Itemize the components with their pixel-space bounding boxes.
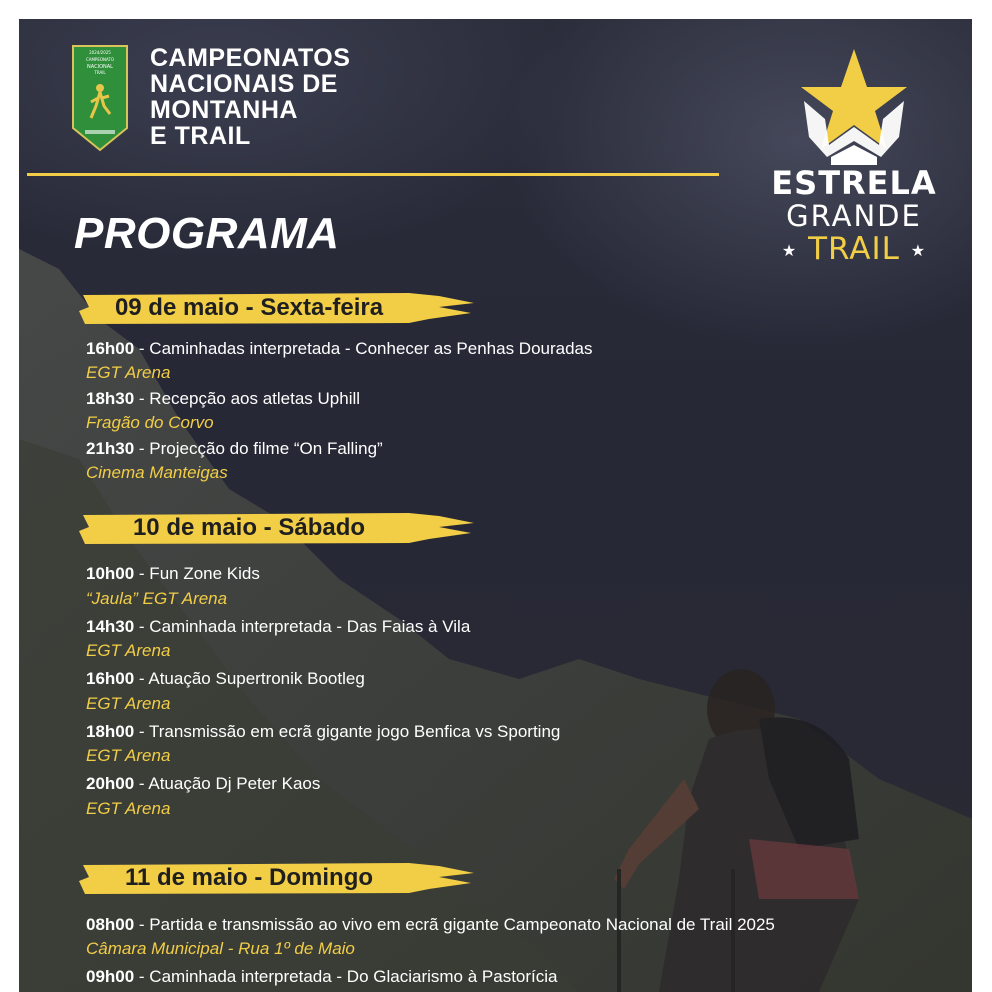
event-time: 16h00: [86, 339, 135, 358]
event-desc: - Atuação Dj Peter Kaos: [134, 774, 321, 793]
day-label: 10 de maio - Sábado: [132, 514, 366, 541]
event-time: 18h30: [86, 389, 135, 408]
event-location: EGT Arena: [86, 746, 171, 765]
event-time: 18h00: [86, 722, 135, 741]
event-time: 10h00: [86, 564, 135, 583]
logo-estrela: ESTRELA: [771, 164, 937, 202]
event-desc: - Fun Zone Kids: [134, 564, 260, 583]
event-item: [86, 967, 558, 987]
event-item: [86, 564, 260, 584]
event-item: [86, 439, 383, 459]
event-desc: - Partida e transmissão ao vivo em ecrã gigante Campeonato Nacional de Trail 2025: [134, 915, 775, 934]
header-divider: [27, 173, 719, 176]
event-desc: - Caminhada interpretada - Do Glaciarismo à Pastorícia: [134, 967, 558, 986]
day-label: 11 de maio - Domingo: [124, 864, 374, 891]
svg-text:NACIONAL: NACIONAL: [87, 64, 113, 70]
logo-grande: GRANDE: [786, 199, 922, 233]
event-time: 20h00: [86, 774, 135, 793]
event-location: EGT Arena: [86, 799, 171, 818]
event-location: EGT Arena: [86, 641, 171, 660]
campeonato-badge-icon: [69, 44, 131, 152]
event-item: [86, 339, 593, 359]
event-time: 16h00: [86, 669, 135, 688]
event-time: 08h00: [86, 915, 135, 934]
event-desc: - Caminhada interpretada - Das Faias à Vila: [134, 617, 471, 636]
svg-text:TRAIL: TRAIL: [94, 70, 106, 75]
title-line: MONTANHA: [150, 96, 298, 124]
event-item: [86, 669, 365, 689]
logo-trail-row: [759, 231, 949, 267]
event-time: 21h30: [86, 439, 135, 458]
day-label: 09 de maio - Sexta-feira: [114, 294, 384, 321]
event-desc: - Recepção aos atletas Uphill: [134, 389, 361, 408]
event-location: Cinema Manteigas: [86, 463, 228, 482]
event-location: EGT Arena: [86, 694, 171, 713]
star-icon: ★: [910, 241, 927, 260]
event-item: [86, 722, 560, 742]
event-desc: - Caminhadas interpretada - Conhecer as Penhas Douradas: [134, 339, 593, 358]
title-line: CAMPEONATOS: [150, 44, 351, 72]
poster: [19, 19, 972, 992]
event-item: [86, 617, 470, 637]
event-item: [86, 915, 775, 935]
event-location: EGT Arena: [86, 363, 171, 382]
event-time: 09h00: [86, 967, 135, 986]
event-desc: - Transmissão em ecrã gigante jogo Benfica vs Sporting: [134, 722, 561, 741]
logo-trail: TRAIL: [808, 231, 900, 267]
programa-heading: PROGRAMA: [74, 209, 340, 258]
championship-title: [150, 45, 350, 149]
svg-text:2024/2025: 2024/2025: [89, 50, 111, 55]
title-line: NACIONAIS DE: [150, 70, 338, 98]
event-location: Câmara Municipal - Rua 1º de Maio: [86, 939, 355, 958]
event-location: Fragão do Corvo: [86, 413, 214, 432]
event-desc: - Projecção do filme “On Falling”: [134, 439, 383, 458]
event-desc: - Atuação Supertronik Bootleg: [134, 669, 365, 688]
event-item: [86, 389, 360, 409]
star-icon: ★: [781, 241, 798, 260]
svg-text:CAMPEONATO: CAMPEONATO: [85, 57, 115, 62]
event-location: “Jaula” EGT Arena: [86, 589, 228, 608]
event-item: [86, 774, 320, 794]
title-line: E TRAIL: [150, 122, 251, 150]
event-time: 14h30: [86, 617, 135, 636]
